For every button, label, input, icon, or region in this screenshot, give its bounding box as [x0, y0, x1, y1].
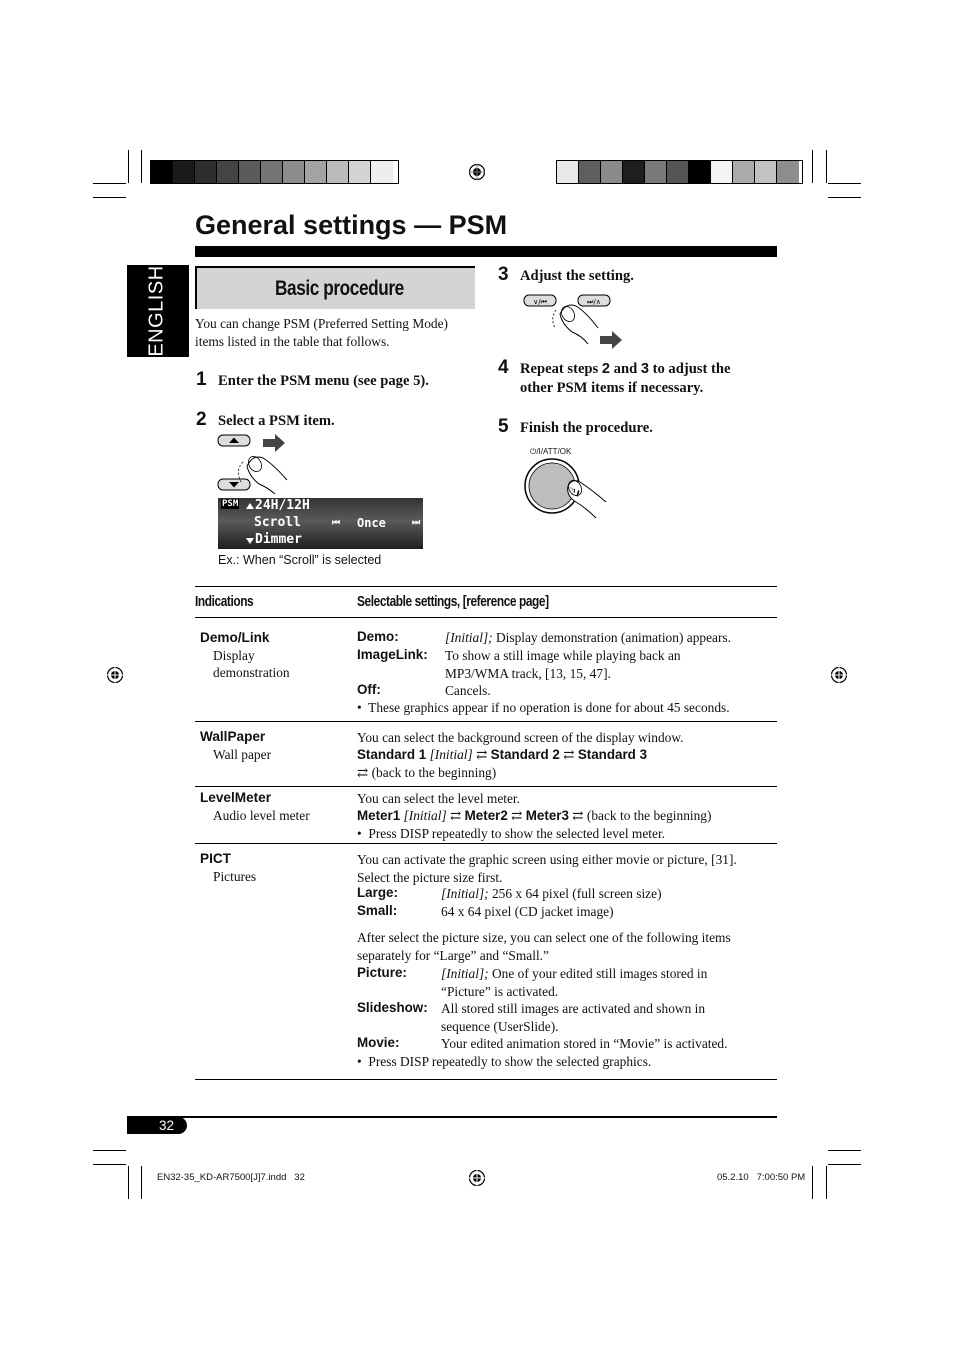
- svg-text:⏭/∧: ⏭/∧: [587, 298, 601, 306]
- display-next-icon: ⏭: [412, 518, 421, 528]
- option-desc: 256 x 64 pixel (full screen size): [488, 886, 662, 901]
- step-4-text-part: other PSM items if necessary.: [520, 380, 704, 396]
- option-label: Meter2: [464, 808, 508, 823]
- option-label: Standard 2: [490, 747, 560, 762]
- grayscale-bar-left: [150, 160, 399, 184]
- display-line-1: 24H/12H: [255, 498, 310, 513]
- page-title: General settings — PSM: [195, 210, 508, 240]
- col-header-settings: [357, 594, 591, 611]
- option-label: Demo:: [357, 629, 399, 644]
- option-label: ImageLink:: [357, 647, 428, 662]
- back-text: (back to the beginning): [586, 808, 712, 823]
- option-label: Standard 3: [577, 747, 648, 762]
- option-text: [445, 647, 681, 682]
- step-4-text-part: and: [610, 361, 641, 377]
- up-down-buttons-illustration: [215, 432, 305, 494]
- col-header-label: Indications: [195, 594, 254, 610]
- col-header-label: Selectable settings, [reference page]: [357, 594, 549, 610]
- note: • Press DISP repeatedly to show the selected level meter.: [357, 826, 666, 841]
- option-text: [441, 965, 707, 1000]
- indication-desc-line: demonstration: [213, 665, 290, 680]
- row-rule: [195, 786, 777, 787]
- setting-desc-line: separately for “Large” and “Small.”: [357, 947, 549, 963]
- note-text: These graphics appear if no operation is done for about 45 seconds.: [368, 700, 730, 715]
- cycle-arrow-icon: ⇄: [357, 765, 369, 780]
- option-desc: “Picture” is activated.: [441, 983, 559, 999]
- cycle-arrow-icon: ⇄: [450, 808, 462, 823]
- cycle-arrow-icon: ⇄: [563, 747, 575, 762]
- option-label: Standard 1: [357, 747, 427, 762]
- step-ref-number: 2: [601, 361, 611, 377]
- setting-desc-line: Select the picture size first.: [357, 869, 503, 885]
- step-4-text-part: to adjust the: [648, 361, 731, 377]
- basic-procedure-box: [195, 266, 475, 309]
- cycle-arrow-icon: ⇄: [572, 808, 584, 823]
- option-label: Large:: [357, 885, 398, 900]
- display-down-arrow-icon: [246, 538, 254, 544]
- cycle-arrow-icon: ⇄: [511, 808, 523, 823]
- cycle-arrow-icon: ⇄: [476, 747, 488, 762]
- initial-marker: [Initial];: [441, 886, 489, 901]
- registration-mark-icon: [106, 666, 124, 684]
- option-sequence-end: [357, 764, 496, 782]
- page-number-tab: [127, 1117, 187, 1134]
- option-label: Movie:: [357, 1035, 400, 1050]
- intro-line: items listed in the table that follows.: [195, 334, 390, 349]
- registration-mark-icon: [468, 1169, 486, 1187]
- display-up-arrow-icon: [246, 503, 254, 509]
- indication-name: Demo/Link: [200, 630, 270, 645]
- indication-desc: Audio level meter: [213, 808, 310, 823]
- skip-buttons-illustration: [522, 292, 632, 350]
- option-label: Off:: [357, 682, 381, 697]
- step-number: 5: [498, 416, 509, 437]
- option-desc: sequence (UserSlide).: [441, 1018, 559, 1034]
- option-sequence: [357, 746, 647, 764]
- option-label: Small:: [357, 903, 398, 918]
- display-caption: Ex.: When “Scroll” is selected: [218, 553, 382, 567]
- step-number: 2: [196, 409, 207, 430]
- initial-marker: [Initial];: [445, 630, 493, 645]
- initial-marker: [Initial];: [441, 966, 489, 981]
- option-label: Meter1: [357, 808, 401, 823]
- footer-rule: [127, 1116, 777, 1118]
- footer-filename: EN32-35_KD-AR7500[J]7.indd 32: [157, 1172, 305, 1183]
- language-tab: [127, 265, 189, 357]
- indication-name: PICT: [200, 851, 231, 866]
- display-line-2: Scroll: [254, 515, 301, 530]
- step-4: [498, 357, 509, 379]
- step-number: 4: [498, 357, 509, 378]
- option-text: Cancels.: [445, 683, 491, 698]
- back-text: (back to the beginning): [371, 765, 497, 780]
- option-desc: One of your edited still images stored in: [488, 966, 708, 981]
- display-line-3: Dimmer: [255, 532, 302, 547]
- display-prev-icon: ⏮: [332, 518, 341, 528]
- footer-timestamp: 05.2.10 7:00:50 PM: [717, 1172, 806, 1183]
- basic-procedure-heading: Basic procedure: [275, 277, 404, 300]
- step-5-text: Finish the procedure.: [520, 420, 653, 436]
- indication-desc: [213, 647, 290, 681]
- title-rule: [195, 246, 777, 257]
- intro-line: You can change PSM (Preferred Setting Mode): [195, 316, 449, 331]
- step-1: [196, 369, 207, 391]
- note: • Press DISP repeatedly to show the selected graphics.: [357, 1054, 652, 1069]
- option-text: [441, 1000, 705, 1035]
- setting-desc: [357, 929, 731, 964]
- indication-name: LevelMeter: [200, 790, 272, 805]
- registration-mark-icon: [468, 163, 486, 181]
- step-3: [498, 264, 509, 286]
- page-number: 32: [159, 1118, 175, 1133]
- step-ref-number: 3: [640, 361, 649, 377]
- indication-name: WallPaper: [200, 729, 266, 744]
- setting-desc: You can select the background screen of the display window.: [357, 730, 684, 745]
- indication-desc: Wall paper: [213, 747, 272, 762]
- option-desc: MP3/WMA track, [13, 15, 47].: [445, 665, 611, 681]
- col-header-indications: [195, 594, 266, 611]
- option-desc: Display demonstration (animation) appears.: [492, 630, 731, 645]
- knob-label: ⏻/I/ATT/OK: [530, 447, 572, 456]
- row-rule: [195, 721, 777, 722]
- grayscale-bar-right: [556, 160, 803, 184]
- note-text: Press DISP repeatedly to show the selected level meter.: [368, 826, 666, 841]
- step-4-text: [520, 360, 730, 398]
- step-1-text: Enter the PSM menu (see page 5).: [218, 373, 429, 389]
- option-desc: To show a still image while playing back an: [445, 648, 681, 663]
- step-number: 3: [498, 264, 509, 285]
- option-label: Picture:: [357, 965, 407, 980]
- option-text: [445, 629, 731, 647]
- table-top-rule: [195, 586, 777, 587]
- note-text: Press DISP repeatedly to show the selected graphics.: [368, 1054, 652, 1069]
- indication-desc: Pictures: [213, 869, 257, 884]
- display-psm-tag: PSM: [222, 499, 239, 509]
- step-2-text: Select a PSM item.: [218, 413, 335, 429]
- control-knob-illustration: [522, 456, 612, 522]
- step-5: [498, 416, 509, 438]
- option-label: Slideshow:: [357, 1000, 428, 1015]
- step-2: [196, 409, 207, 431]
- registration-mark-icon: [830, 666, 848, 684]
- psm-display-example: [218, 498, 423, 549]
- table-bottom-rule: [195, 1079, 777, 1080]
- setting-desc-line: You can activate the graphic screen using either movie or picture, [31].: [357, 852, 737, 867]
- row-rule: [195, 843, 777, 844]
- intro-text: [195, 315, 448, 351]
- option-label: Meter3: [525, 808, 569, 823]
- setting-desc-line: After select the picture size, you can select one of the following items: [357, 930, 731, 945]
- option-text: 64 x 64 pixel (CD jacket image): [441, 904, 614, 919]
- language-tab-label: ENGLISH: [145, 265, 168, 357]
- option-sequence: [357, 807, 711, 825]
- display-value: Once: [357, 516, 386, 530]
- svg-text:∨/⏮: ∨/⏮: [533, 298, 547, 306]
- setting-desc: [357, 851, 737, 886]
- option-text: [441, 885, 662, 903]
- note: • These graphics appear if no operation is done for about 45 seconds.: [357, 700, 730, 715]
- table-header-rule: [195, 617, 777, 618]
- step-number: 1: [196, 369, 207, 390]
- initial-marker: [Initial]: [429, 747, 473, 762]
- option-desc: All stored still images are activated and shown in: [441, 1001, 706, 1016]
- step-3-text: Adjust the setting.: [520, 268, 634, 284]
- option-text: Your edited animation stored in “Movie” is activated.: [441, 1036, 728, 1051]
- step-4-text-part: Repeat steps: [520, 361, 602, 377]
- indication-desc-line: Display: [213, 648, 255, 663]
- initial-marker: [Initial]: [403, 808, 447, 823]
- setting-desc: You can select the level meter.: [357, 791, 520, 806]
